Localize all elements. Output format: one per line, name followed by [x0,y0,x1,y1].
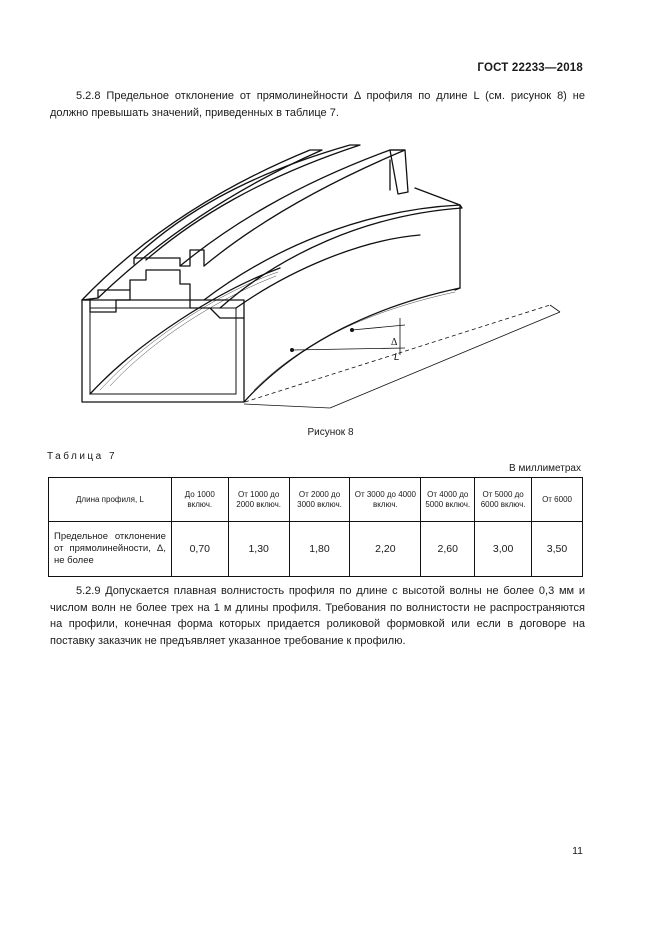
header-col-4: От 3000 до 4000 включ. [350,478,421,522]
header-col-7: От 6000 [532,478,583,522]
header-col-3: От 2000 до 3000 включ. [289,478,350,522]
value-cell: 1,80 [289,522,350,577]
table-units: В миллиметрах [509,463,581,474]
profile-rail-2 [134,145,360,260]
profile-far-end [390,150,408,194]
paragraph-5-2-8: 5.2.8 Предельное отклонение от прямолинейности Δ профиля по длине L (см. рисунок 8) не должно превышать значений, приведенных в таблице 7. [50,90,585,119]
row-label: Предельное отклонение от прямолинейности, Δ, не более [49,522,172,577]
length-dimension [330,312,560,408]
header-col-2: От 1000 до 2000 включ. [228,478,289,522]
header-col-1: До 1000 включ. [171,478,228,522]
value-cell: 3,00 [475,522,532,577]
header-col-5: От 4000 до 5000 включ. [421,478,475,522]
table-7 [48,477,583,577]
paragraph-5-2-9: 5.2.9 Допускается плавная волнистость профиля по длине с высотой волны не более 0,3 мм и числом волн не более трех на 1 м длины профиля. Требования по волнистости не распространяются на профили, конечная форма которых придается роликовой формовкой или если в договоре на поставку заказчик не предъявляет указанное требование к профилю. [50,585,585,647]
header-col-6: От 5000 до 6000 включ. [475,478,532,522]
value-cell: 1,30 [228,522,289,577]
profile-inner-box [90,308,236,394]
table-header-row [49,478,583,522]
header-profile-length: Длина профиля, L [49,478,172,522]
page-number: 11 [572,845,583,857]
standard-header: ГОСТ 22233—2018 [477,62,583,74]
value-cell: 2,20 [350,522,421,577]
value-cell: 3,50 [532,522,583,577]
value-cell: 2,60 [421,522,475,577]
table-row [49,522,583,577]
figure-caption: Рисунок 8 [307,427,354,438]
delta-label: Δ [391,337,398,348]
value-cell: 0,70 [171,522,228,577]
length-label: L [394,352,400,363]
profile-figure [60,140,620,420]
profile-bottom-box [82,300,244,402]
profile-bottom-sweep [90,268,280,394]
profile-channel [130,270,244,318]
table-title: Таблица 7 [47,451,118,462]
